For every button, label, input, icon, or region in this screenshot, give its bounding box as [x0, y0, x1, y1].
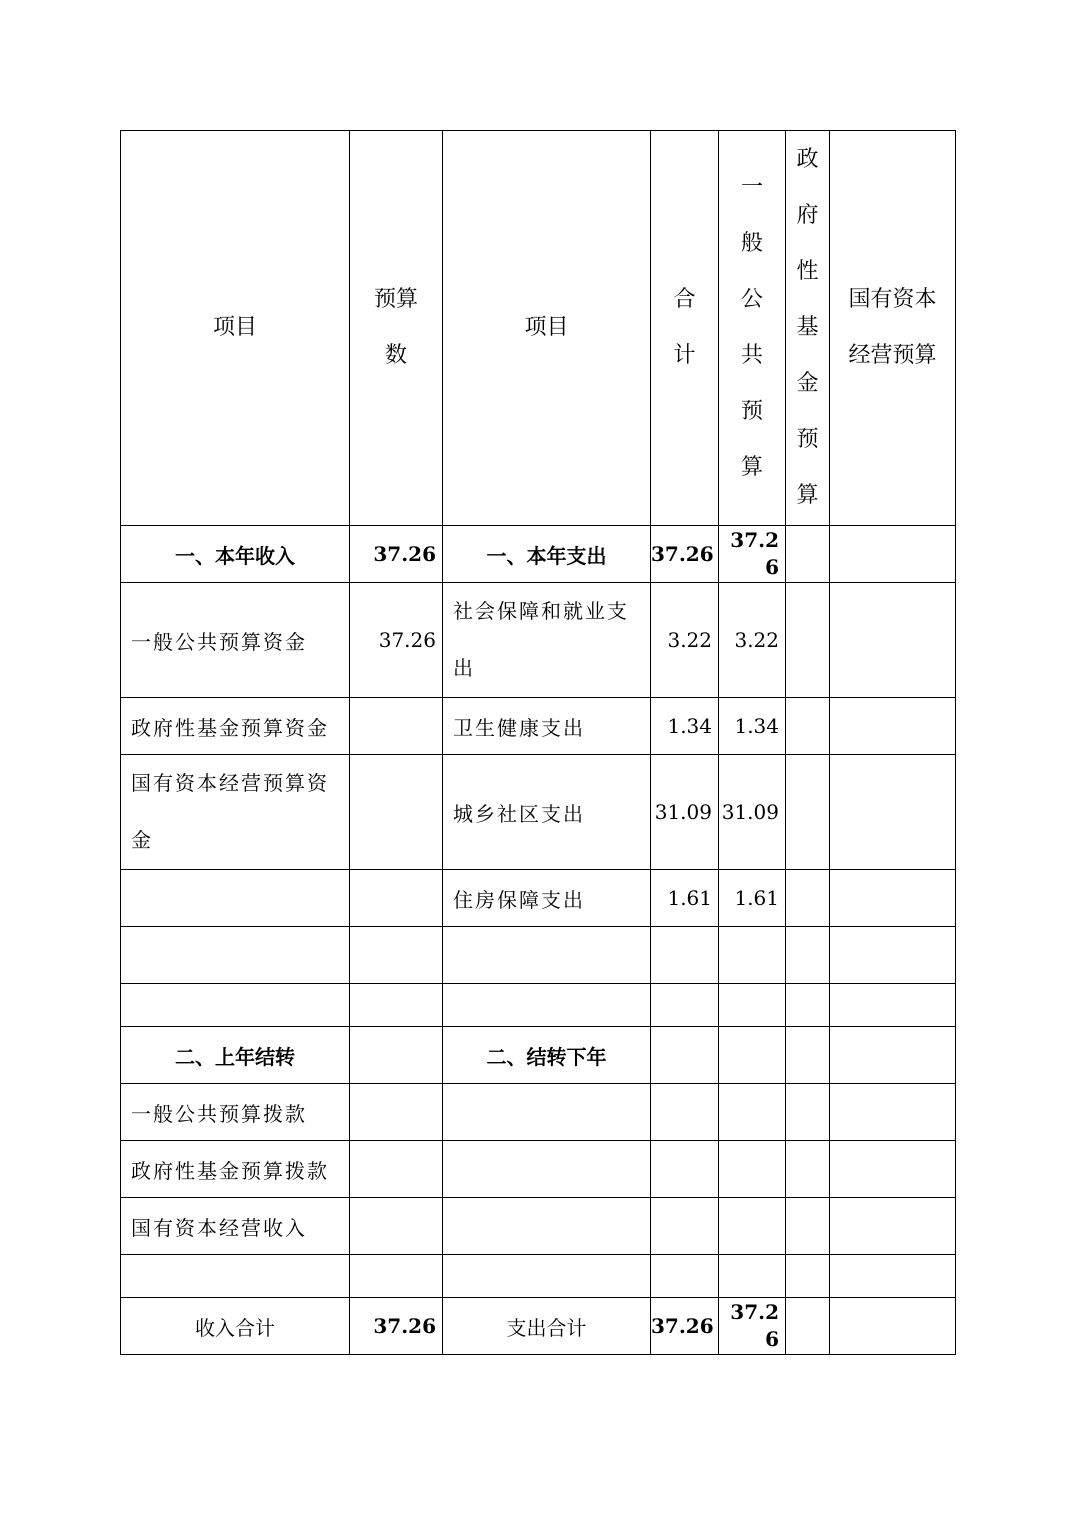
cell-exp-label: 一、本年支出	[443, 526, 651, 583]
header-general-public	[719, 131, 786, 526]
cell-exp-label: 社会保障和就业支出	[443, 583, 651, 698]
row-state-capital	[121, 755, 956, 870]
row-housing	[121, 870, 956, 927]
cell-label: 一般公共预算资金	[121, 583, 350, 698]
cell-label: 收入合计	[121, 1298, 350, 1355]
header-gov-fund-char: 府	[796, 203, 819, 228]
header-gov-fund	[786, 131, 830, 526]
header-gov-fund-char: 性	[796, 259, 819, 284]
header-general-public-char: 般	[740, 231, 763, 256]
header-total	[651, 131, 719, 526]
budget-table	[120, 130, 956, 1355]
cell-exp-label: 支出合计	[443, 1298, 651, 1355]
row-total	[121, 1298, 956, 1355]
cell-empty	[350, 755, 443, 870]
cell-empty	[830, 870, 956, 927]
header-gov-fund-char: 预	[796, 427, 819, 452]
cell-label: 一、本年收入	[121, 526, 350, 583]
cell-amount: 37.26	[350, 1298, 443, 1355]
row-carry-state	[121, 1198, 956, 1255]
row-blank	[121, 1255, 956, 1298]
cell-empty	[786, 526, 830, 583]
cell-empty	[350, 698, 443, 755]
cell-exp-total: 1.34	[651, 698, 719, 755]
cell-amount: 37.26	[350, 583, 443, 698]
cell-exp-total: 37.26	[651, 526, 719, 583]
header-item-right-text: 项目	[524, 315, 569, 340]
header-item-left-text: 项目	[212, 315, 257, 340]
cell-empty	[830, 698, 956, 755]
cell-exp-total: 37.26	[651, 1298, 719, 1355]
cell-exp-label: 卫生健康支出	[443, 698, 651, 755]
header-budget-num	[350, 131, 443, 526]
row-carry-general	[121, 1084, 956, 1141]
header-row	[121, 131, 956, 526]
cell-exp-label: 二、结转下年	[443, 1027, 651, 1084]
row-income-year	[121, 526, 956, 583]
header-gov-fund-char: 算	[796, 483, 819, 508]
header-total-char: 计	[673, 343, 696, 368]
cell-empty	[830, 526, 956, 583]
row-carry	[121, 1027, 956, 1084]
header-item-right	[443, 131, 651, 526]
cell-empty	[786, 583, 830, 698]
header-budget-num-line1: 预算	[373, 287, 418, 312]
header-general-public-char: 一	[740, 175, 763, 200]
cell-empty	[350, 1027, 443, 1084]
cell-empty	[786, 755, 830, 870]
cell-exp-general: 37.26	[719, 1298, 786, 1355]
cell-empty	[830, 583, 956, 698]
header-general-public-char: 算	[740, 455, 763, 480]
cell-label: 二、上年结转	[121, 1027, 350, 1084]
cell-exp-general: 3.22	[719, 583, 786, 698]
cell-exp-total: 1.61	[651, 870, 719, 927]
cell-label: 一般公共预算拨款	[121, 1084, 350, 1141]
cell-exp-general: 31.09	[719, 755, 786, 870]
row-carry-gov-fund	[121, 1141, 956, 1198]
header-gov-fund-char: 金	[796, 371, 819, 396]
header-general-public-char: 共	[740, 343, 763, 368]
cell-empty	[121, 870, 350, 927]
cell-exp-general: 1.61	[719, 870, 786, 927]
cell-empty	[786, 870, 830, 927]
header-state-capital-line2: 经营预算	[848, 343, 937, 368]
cell-empty	[830, 755, 956, 870]
header-total-char: 合	[673, 287, 696, 312]
cell-exp-total: 31.09	[651, 755, 719, 870]
cell-label: 政府性基金预算资金	[121, 698, 350, 755]
row-blank	[121, 984, 956, 1027]
cell-exp-general: 1.34	[719, 698, 786, 755]
header-state-capital-line1: 国有资本	[848, 287, 937, 312]
header-gov-fund-char: 政	[796, 147, 819, 172]
header-budget-num-line2: 数	[384, 343, 407, 368]
cell-exp-label: 城乡社区支出	[443, 755, 651, 870]
header-item-left	[121, 131, 350, 526]
row-blank	[121, 927, 956, 984]
cell-amount: 37.26	[350, 526, 443, 583]
row-gov-fund	[121, 698, 956, 755]
cell-exp-label: 住房保障支出	[443, 870, 651, 927]
header-general-public-char: 公	[740, 287, 763, 312]
cell-empty	[786, 698, 830, 755]
cell-label: 政府性基金预算拨款	[121, 1141, 350, 1198]
header-general-public-char: 预	[740, 399, 763, 424]
cell-label: 国有资本经营收入	[121, 1198, 350, 1255]
header-gov-fund-char: 基	[796, 315, 819, 340]
cell-label: 国有资本经营预算资金	[121, 755, 350, 870]
cell-exp-total: 3.22	[651, 583, 719, 698]
row-general-public-fund	[121, 583, 956, 698]
cell-exp-general: 37.26	[719, 526, 786, 583]
cell-empty	[350, 870, 443, 927]
header-state-capital	[830, 131, 956, 526]
